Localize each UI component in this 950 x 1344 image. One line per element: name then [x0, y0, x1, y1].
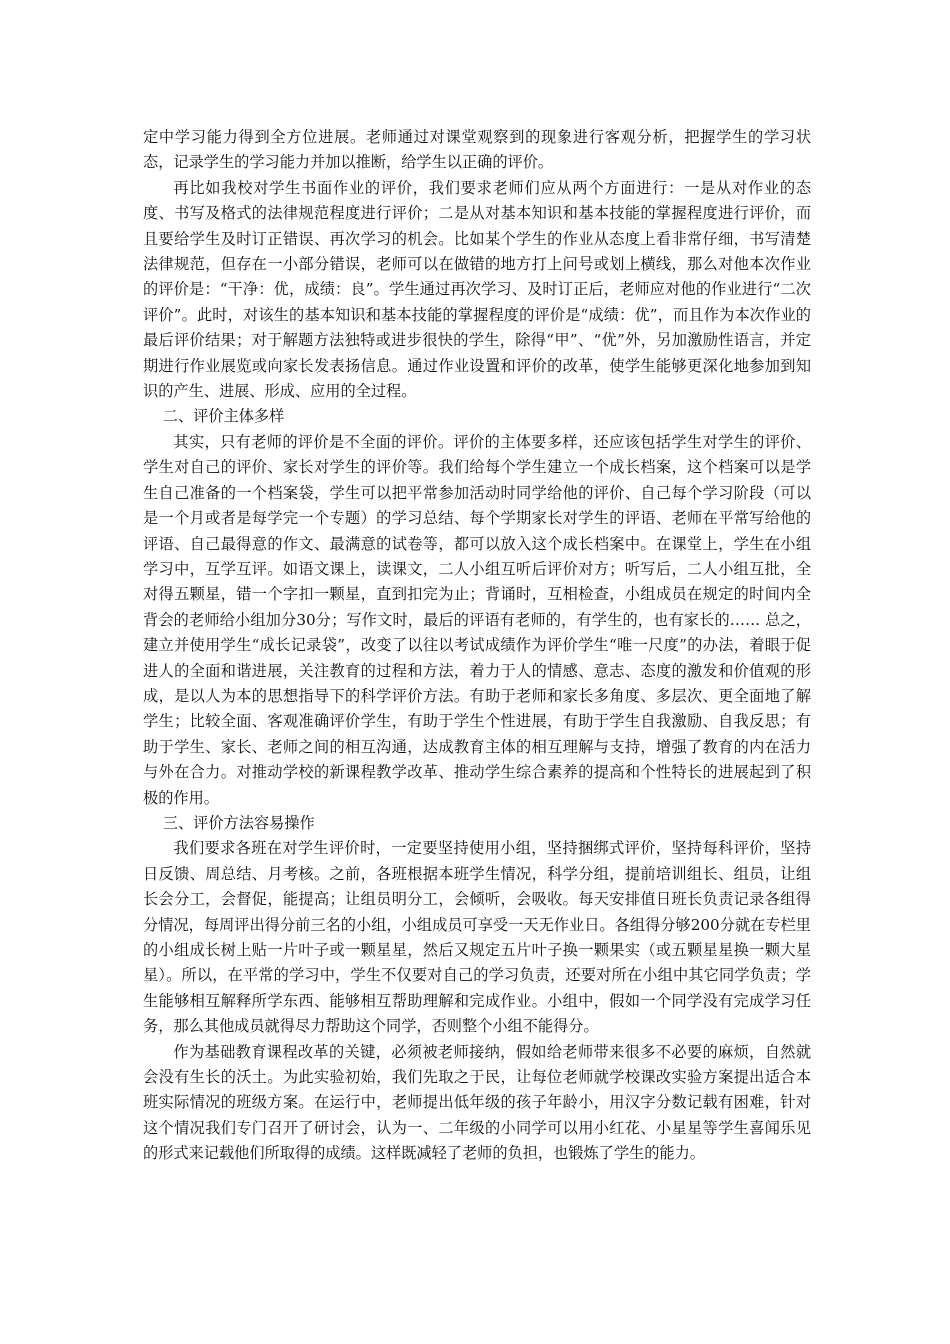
paragraph-reform-key: 作为基础教育课程改革的关键，必须被老师接纳，假如给老师带来很多不必要的麻烦，自然就会没有生长的沃土。为此实验初始，我们先取之于民，让每位老师就学校课改实验方案提出适合本班实际情况的班级方案。在运行中，老师提出低年级的孩子年龄小，用汉字分数记载有困难，针对这个情况我们专门召开了研讨会，认为一、二年级的小同学可以用小红花、小星星等学生喜闻乐见的形式来记载他们所取得的成绩。这样既减轻了老师的负担，也锻炼了学生的能力。 [143, 1042, 811, 1163]
paragraph-group-evaluation: 我们要求各班在对学生评价时，一定要坚持使用小组，坚持捆绑式评价，坚持每科评价，坚持日反馈、周总结、月考核。之前，各班根据本班学生情况，科学分组，提前培训组长、组员，让组长会分工，会督促，能提高；让组员明分工，会倾听，会吸收。每天安排值日班长负责记录各组得分情况，每周评出得分前三名的小组，小组成员可享受一天无作业日。各组得分够200分就在专栏里的小组成长树上贴一片叶子或一颗星星，然后又规定五片叶子换一颗果实（或五颗星星换一颗大星星）。所以，在平常的学习中，学生不仅要对自己的学习负责，还要对所在小组中其它同学负责；学生能够相互解释所学东西、能够相互帮助理解和完成作业。小组中，假如一个同学没有完成学习任务，那么其他成员就得尽力帮助这个同学，否则整个小组不能得分。 [143, 839, 811, 1036]
section-heading-2: 二、评价主体多样 [162, 407, 285, 426]
paragraph-continuation: 定中学习能力得到全方位进展。老师通过对课堂观察到的现象进行客观分析，把握学生的学习状态，记录学生的学习能力并加以推断，给学生以正确的评价。 [143, 128, 811, 172]
document-page [143, 125, 811, 1167]
paragraph-homework-evaluation: 再比如我校对学生书面作业的评价，我们要求老师们应从两个方面进行：一是从对作业的态度、书写及格式的法律规范程度进行评价；二是从对基本知识和基本技能的掌握程度进行评价，而且要给学生及时订正错误、再次学习的机会。比如某个学生的作业从态度上看非常仔细，书写清楚法律规范，但存在一小部分错误，老师可以在做错的地方打上问号或划上横线，那么对他本次作业的评价是：“干净：优，成绩：良”。学生通过再次学习、及时订正后，老师应对他的作业进行“二次评价”。此时，对该生的基本知识和基本技能的掌握程度的评价是“成绩：优”，而且作为本次作业的最后评价结果；对于解题方法独特或进步很快的学生，除得“甲”、“优”外，另加激励性语言，并定期进行作业展览或向家长发表扬信息。通过作业设置和评价的改革，使学生能够更深化地参加到知识的产生、进展、形成、应用的全过程。 [143, 178, 811, 401]
paragraph-evaluation-subjects: 其实，只有老师的评价是不全面的评价。评价的主体要多样，还应该包括学生对学生的评价、学生对自己的评价、家长对学生的评价等。我们给每个学生建立一个成长档案，这个档案可以是学生自己准备的一个档案袋，学生可以把平常参加活动时同学给他的评价、自己每个学习阶段（可以是一个月或者是每学完一个专题）的学习总结、每个学期家长对学生的评语、老师在平常写给他的评语、自己最得意的作文、最满意的试卷等，都可以放入这个成长档案中。在课堂上，学生在小组学习中，互学互评。如语文课上，读课文，二人小组互听后评价对方；听写后，二人小组互批，全对得五颗星，错一个字扣一颗星，直到扣完为止；背诵时，互相检查，小组成员在规定的时间内全背会的老师给小组加分30分；写作文时，最后的评语有老师的，有学生的，也有家长的…… 总之，建立并使用学生“成长记录袋”，改变了以往以考试成绩作为评价学生“唯一尺度”的办法，着眼于促进人的全面和谐进展，关注教育的过程和方法，着力于人的情感、意志、态度的激发和价值观的形成，是以人为本的思想指导下的科学评价方法。有助于老师和家长多角度、多层次、更全面地了解学生；比较全面、客观准确评价学生，有助于学生个性进展，有助于学生自我激励、自我反思；有助于学生、家长、老师之间的相互沟通，达成教育主体的相互理解与支持，增强了教育的内在活力与外在合力。对推动学校的新课程教学改革、推动学生综合素养的提高和个性特长的进展起到了积极的作用。 [143, 432, 811, 807]
section-heading-3: 三、评价方法容易操作 [162, 813, 315, 832]
